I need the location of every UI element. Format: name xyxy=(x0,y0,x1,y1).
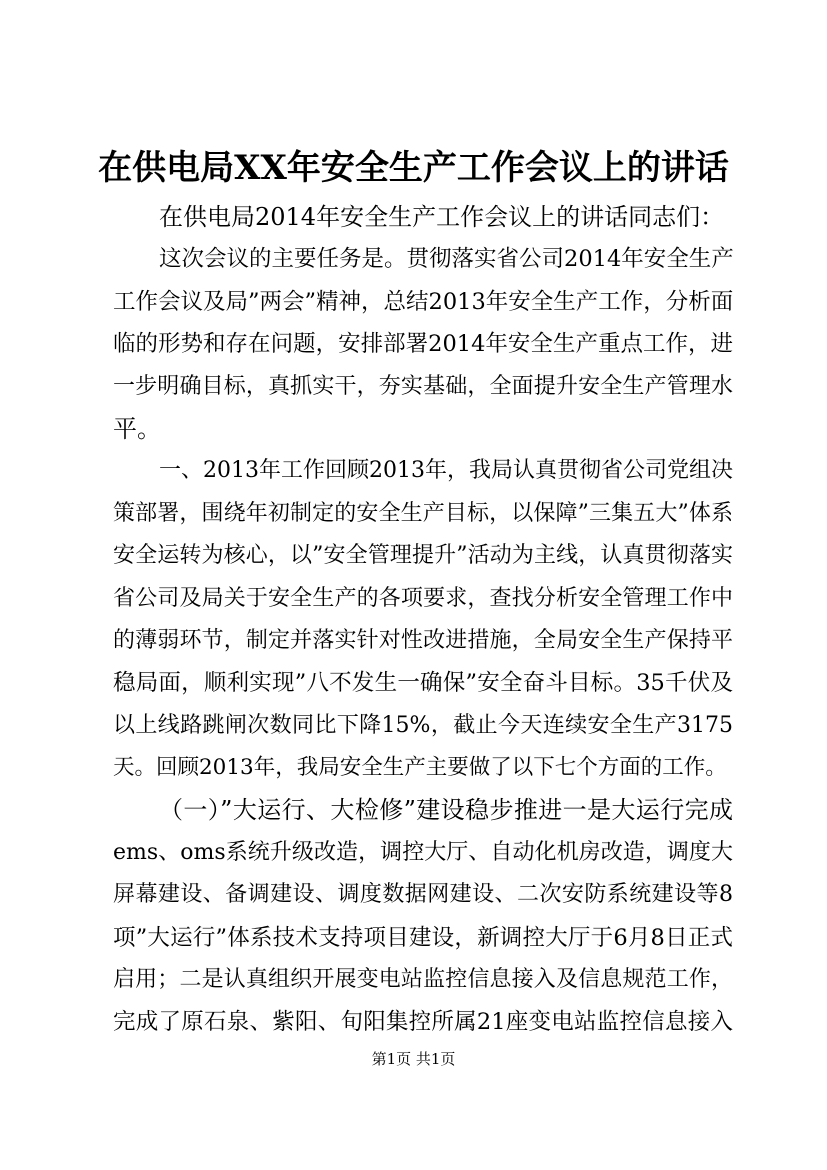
document-title: 在供电局XX年安全生产工作会议上的讲话 xyxy=(98,148,729,188)
text-line: 屏幕建设、备调建设、调度数据网建设、二次安防系统建设等8 xyxy=(113,882,733,908)
text-line: 启用；二是认真组织开展变电站监控信息接入及信息规范工作， xyxy=(113,967,733,993)
text-line: 在供电局2014年安全生产工作会议上的讲话同志们： xyxy=(159,203,725,231)
text-line: 策部署，围绕年初制定的安全生产目标，以保障”三集五大”体系 xyxy=(113,500,733,526)
text-line: 一步明确目标，真抓实干，夯实基础，全面提升安全生产管理水 xyxy=(113,373,733,399)
text-line: 平。 xyxy=(113,414,161,443)
text-line: 工作会议及局”两会”精神，总结2013年安全生产工作，分析面 xyxy=(113,288,734,315)
text-line: 稳局面，顺利实现”八不发生一确保”安全奋斗目标。35千伏及 xyxy=(113,670,733,697)
document-body xyxy=(113,196,733,1044)
text-line: 安全运转为核心，以”安全管理提升”活动为主线，认真贯彻落实 xyxy=(113,543,733,569)
text-line: （一）”大运行、大检修”建设稳步推进一是大运行完成 xyxy=(159,796,733,825)
text-line: 以上线路跳闸次数同比下降15%，截止今天连续安全生产3175 xyxy=(113,712,733,738)
text-line: 天。回顾2013年，我局安全生产主要做了以下七个方面的工作。 xyxy=(113,755,727,781)
text-line: 项”大运行”体系技术支持项目建设，新调控大厅于6月8日正式 xyxy=(113,924,733,951)
text-line: 一、2013年工作回顾2013年，我局认真贯彻省公司党组决 xyxy=(159,458,733,484)
page-footer: 第1页 共1页 xyxy=(371,1050,456,1068)
text-line: 省公司及局关于安全生产的各项要求，查找分析安全管理工作中 xyxy=(113,585,733,611)
text-line: 的薄弱环节，制定并落实针对性改进措施，全局安全生产保持平 xyxy=(113,627,733,653)
text-line: 临的形势和存在问题，安排部署2014年安全生产重点工作，进 xyxy=(113,331,733,358)
text-line: 完成了原石泉、紫阳、旬阳集控所属21座变电站监控信息接入 xyxy=(113,1009,733,1036)
text-line: ems、oms系统升级改造，调控大厅、自动化机房改造，调度大 xyxy=(113,839,733,865)
text-line: 这次会议的主要任务是。贯彻落实省公司2014年安全生产 xyxy=(159,246,734,273)
